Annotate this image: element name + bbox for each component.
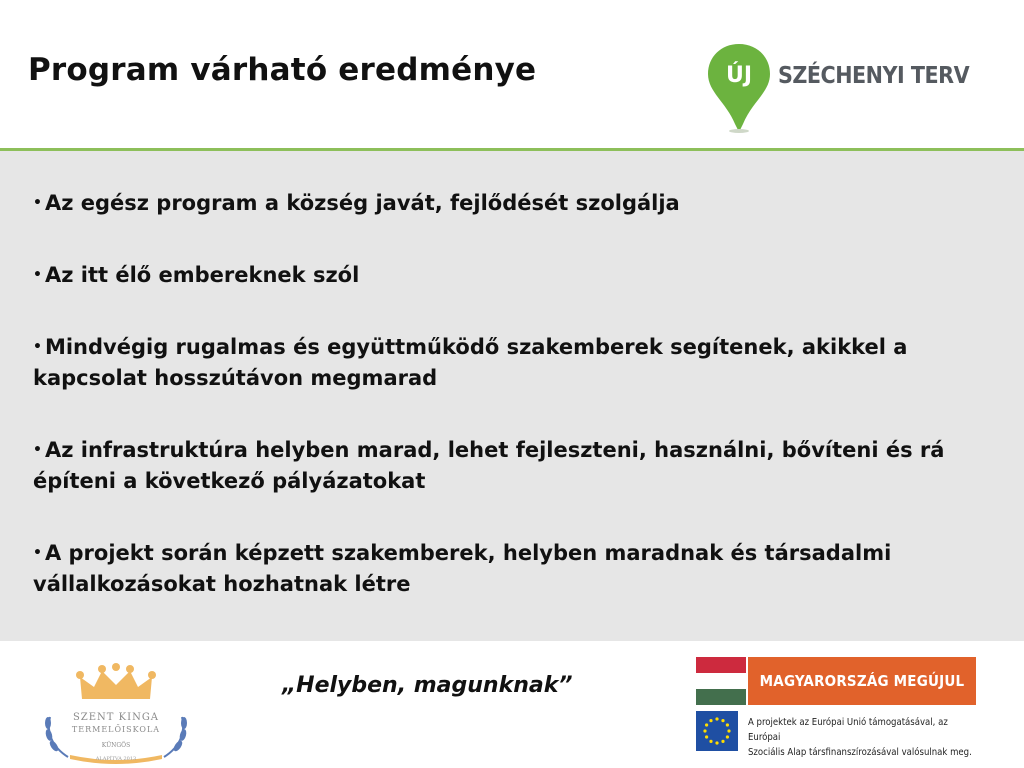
eu-text-line: A projektek az Európai Unió támogatásával, az Európai — [748, 717, 948, 743]
bullet-marker: • — [33, 545, 42, 561]
bullet-text: Mindvégig rugalmas és együttműködő szakemberek segítenek, akikkel a kapcsolat hosszútávon megmarad — [33, 335, 908, 390]
content-panel — [0, 151, 1024, 641]
bullet-text: A projekt során képzett szakemberek, helyben maradnak és társadalmi vállalkozásokat hozhatnak létre — [33, 541, 892, 596]
bullet-marker: • — [33, 339, 42, 355]
bullet-text: Az itt élő embereknek szól — [44, 263, 360, 287]
bullet-item — [33, 435, 993, 497]
megujul-banner: MAGYARORSZÁG MEGÚJUL — [748, 657, 976, 705]
magyarorszag-megujul-logo — [684, 641, 976, 759]
eu-funding-text — [748, 715, 976, 760]
bullet-item — [33, 332, 993, 394]
bullet-marker: • — [33, 267, 42, 283]
bullet-item — [33, 538, 993, 600]
motto: „Helyben, magunknak” — [282, 673, 573, 698]
szechenyi-pin-text: ÚJ — [725, 63, 753, 88]
szent-kinga-logo — [36, 657, 196, 767]
eu-flag-icon — [696, 711, 738, 751]
szechenyi-name: SZÉCHENYI TERV — [778, 63, 970, 89]
slide-title: Program várható eredménye — [28, 52, 537, 88]
bullet-text: Az egész program a község javát, fejlődését szolgálja — [44, 191, 680, 215]
bullet-item — [33, 188, 993, 219]
kinga-subtitle: TERMELŐISKOLA — [71, 725, 161, 734]
kinga-year: ALAPÍTVA 2013 — [95, 756, 137, 762]
bullet-item — [33, 260, 993, 291]
hungary-flag-icon — [696, 657, 746, 705]
map-pin-icon — [706, 42, 772, 134]
bullet-list — [33, 188, 993, 641]
bullet-text: Az infrastruktúra helyben marad, lehet fejleszteni, használni, bővíteni és rá építeni a következő pályázatokat — [33, 438, 945, 493]
kinga-name: SZENT KINGA — [72, 712, 160, 723]
szechenyi-terv-logo — [706, 42, 986, 134]
bullet-marker: • — [33, 195, 42, 211]
slide-header — [0, 0, 1024, 148]
kinga-town: KÜNGÖS — [101, 742, 131, 749]
bullet-marker: • — [33, 442, 42, 458]
eu-text-line: Szociális Alap társfinanszírozásával valósulnak meg. — [748, 747, 972, 758]
slide-footer — [0, 641, 1024, 768]
